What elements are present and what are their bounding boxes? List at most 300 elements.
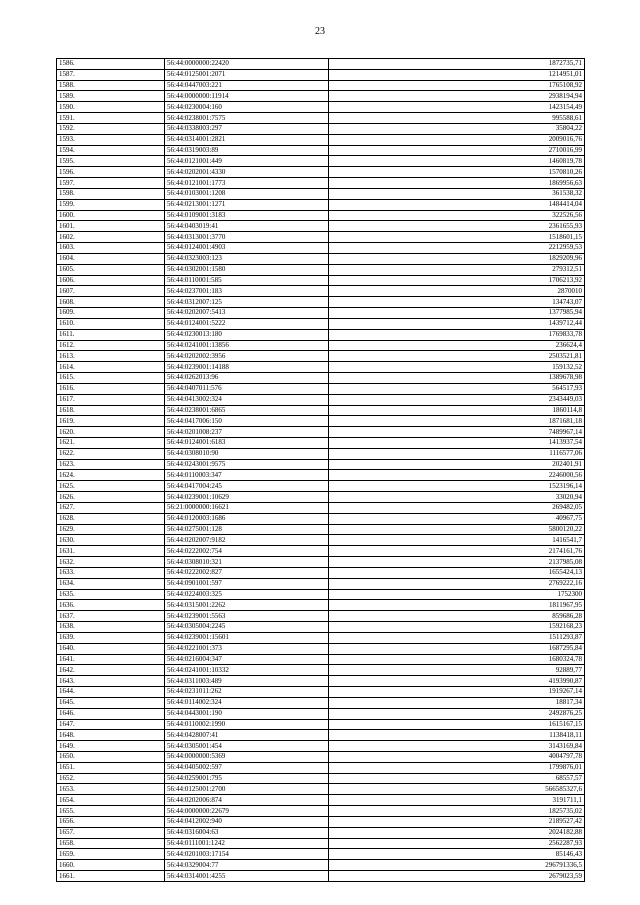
row-number-cell: 1595. <box>57 156 165 167</box>
table-row <box>57 611 585 622</box>
row-number-cell: 1593. <box>57 134 165 145</box>
cadastral-number-cell: 56:44:0338003:297 <box>165 123 329 134</box>
table-row <box>57 308 585 319</box>
row-number-cell: 1618. <box>57 405 165 416</box>
table-row <box>57 784 585 795</box>
cadastral-number-cell: 56:44:0308010:321 <box>165 557 329 568</box>
table-row <box>57 253 585 264</box>
value-cell: 2212959,53 <box>329 243 585 254</box>
table-row <box>57 362 585 373</box>
row-number-cell: 1612. <box>57 340 165 351</box>
cadastral-number-cell: 56:44:0319003:89 <box>165 145 329 156</box>
value-cell: 2361655,93 <box>329 221 585 232</box>
table-row <box>57 502 585 513</box>
value-cell: 1518601,15 <box>329 232 585 243</box>
row-number-cell: 1616. <box>57 383 165 394</box>
table-row <box>57 535 585 546</box>
cadastral-number-cell: 56:44:0407011:576 <box>165 383 329 394</box>
row-number-cell: 1617. <box>57 394 165 405</box>
table-row <box>57 481 585 492</box>
cadastral-number-cell: 56:44:0403019:41 <box>165 221 329 232</box>
cadastral-number-cell: 56:44:0222002:754 <box>165 546 329 557</box>
value-cell: 322526,56 <box>329 210 585 221</box>
value-cell: 564517,93 <box>329 383 585 394</box>
value-cell: 2009016,76 <box>329 134 585 145</box>
cadastral-number-cell: 56:44:0222002:827 <box>165 567 329 578</box>
value-cell: 85146,43 <box>329 849 585 860</box>
table-row <box>57 59 585 70</box>
cadastral-number-cell: 56:44:0239001:15601 <box>165 632 329 643</box>
table-row <box>57 188 585 199</box>
value-cell: 361538,32 <box>329 188 585 199</box>
row-number-cell: 1640. <box>57 643 165 654</box>
row-number-cell: 1624. <box>57 470 165 481</box>
table-row <box>57 632 585 643</box>
value-cell: 202401,91 <box>329 459 585 470</box>
table-row <box>57 102 585 113</box>
row-number-cell: 1639. <box>57 632 165 643</box>
table-row <box>57 827 585 838</box>
table-row <box>57 806 585 817</box>
row-number-cell: 1635. <box>57 589 165 600</box>
cadastral-number-cell: 56:44:0216004:347 <box>165 654 329 665</box>
table-row <box>57 167 585 178</box>
row-number-cell: 1646. <box>57 708 165 719</box>
value-cell: 1460819,78 <box>329 156 585 167</box>
cadastral-number-cell: 56:44:0202006:874 <box>165 795 329 806</box>
cadastral-number-cell: 56:44:0110002:1990 <box>165 719 329 730</box>
table-row <box>57 730 585 741</box>
row-number-cell: 1651. <box>57 762 165 773</box>
row-number-cell: 1638. <box>57 622 165 633</box>
value-cell: 1825735,02 <box>329 806 585 817</box>
row-number-cell: 1587. <box>57 69 165 80</box>
row-number-cell: 1613. <box>57 351 165 362</box>
row-number-cell: 1629. <box>57 524 165 535</box>
row-number-cell: 1586. <box>57 59 165 70</box>
cadastral-number-cell: 56:44:0305001:454 <box>165 741 329 752</box>
row-number-cell: 1628. <box>57 513 165 524</box>
cadastral-number-cell: 56:44:0000000:22420 <box>165 59 329 70</box>
row-number-cell: 1659. <box>57 849 165 860</box>
table-row <box>57 80 585 91</box>
table-row <box>57 394 585 405</box>
row-number-cell: 1634. <box>57 578 165 589</box>
cadastral-number-cell: 56:44:0323003:123 <box>165 253 329 264</box>
cadastral-number-cell: 56:44:0447003:221 <box>165 80 329 91</box>
value-cell: 4193990,87 <box>329 676 585 687</box>
row-number-cell: 1607. <box>57 286 165 297</box>
value-cell: 1416541,7 <box>329 535 585 546</box>
table-row <box>57 297 585 308</box>
table-row <box>57 557 585 568</box>
cadastral-number-cell: 56:44:0000000:11914 <box>165 91 329 102</box>
cadastral-number-cell: 56:44:0239001:14188 <box>165 362 329 373</box>
value-cell: 1860114,8 <box>329 405 585 416</box>
value-cell: 1769833,78 <box>329 329 585 340</box>
row-number-cell: 1632. <box>57 557 165 568</box>
cadastral-number-cell: 56:44:0125001:2700 <box>165 784 329 795</box>
cadastral-number-cell: 56:44:0443001:190 <box>165 708 329 719</box>
table-row <box>57 654 585 665</box>
cadastral-number-cell: 56:21:0000000:16621 <box>165 502 329 513</box>
row-number-cell: 1650. <box>57 752 165 763</box>
value-cell: 1655424,13 <box>329 567 585 578</box>
table-row <box>57 676 585 687</box>
value-cell: 2938194,94 <box>329 91 585 102</box>
row-number-cell: 1615. <box>57 373 165 384</box>
table-row <box>57 318 585 329</box>
value-cell: 1706213,92 <box>329 275 585 286</box>
value-cell: 2189527,42 <box>329 816 585 827</box>
row-number-cell: 1610. <box>57 318 165 329</box>
value-cell: 296791336,5 <box>329 860 585 871</box>
row-number-cell: 1592. <box>57 123 165 134</box>
row-number-cell: 1627. <box>57 502 165 513</box>
table-row <box>57 816 585 827</box>
row-number-cell: 1594. <box>57 145 165 156</box>
cadastral-number-cell: 56:44:0125001:2071 <box>165 69 329 80</box>
row-number-cell: 1611. <box>57 329 165 340</box>
table-row <box>57 762 585 773</box>
value-cell: 1389678,98 <box>329 373 585 384</box>
value-cell: 859686,28 <box>329 611 585 622</box>
value-cell: 1811967,95 <box>329 600 585 611</box>
cadastral-number-cell: 56:44:0103001:1208 <box>165 188 329 199</box>
value-cell: 159132,52 <box>329 362 585 373</box>
value-cell: 566585327,6 <box>329 784 585 795</box>
value-cell: 995588,61 <box>329 113 585 124</box>
row-number-cell: 1630. <box>57 535 165 546</box>
table-row <box>57 373 585 384</box>
table-row <box>57 773 585 784</box>
value-cell: 4004797,78 <box>329 752 585 763</box>
table-row <box>57 795 585 806</box>
cadastral-number-cell: 56:44:0202001:4330 <box>165 167 329 178</box>
row-number-cell: 1655. <box>57 806 165 817</box>
row-number-cell: 1654. <box>57 795 165 806</box>
cadastral-number-cell: 56:44:0124001:4903 <box>165 243 329 254</box>
value-cell: 1680324,78 <box>329 654 585 665</box>
cadastral-number-cell: 56:44:0412002:940 <box>165 816 329 827</box>
value-cell: 1871681,18 <box>329 416 585 427</box>
row-number-cell: 1653. <box>57 784 165 795</box>
cadastral-number-cell: 56:44:0201003:17154 <box>165 849 329 860</box>
value-cell: 2174161,76 <box>329 546 585 557</box>
row-number-cell: 1602. <box>57 232 165 243</box>
registry-table <box>56 58 585 882</box>
cadastral-number-cell: 56:44:0329004:77 <box>165 860 329 871</box>
cadastral-number-cell: 56:44:0111001:1242 <box>165 838 329 849</box>
row-number-cell: 1619. <box>57 416 165 427</box>
table-row <box>57 275 585 286</box>
row-number-cell: 1623. <box>57 459 165 470</box>
value-cell: 2024182,88 <box>329 827 585 838</box>
cadastral-number-cell: 56:44:0221001:373 <box>165 643 329 654</box>
cadastral-number-cell: 56:44:0417004:245 <box>165 481 329 492</box>
value-cell: 2870010 <box>329 286 585 297</box>
table-row <box>57 340 585 351</box>
row-number-cell: 1622. <box>57 448 165 459</box>
row-number-cell: 1636. <box>57 600 165 611</box>
table-row <box>57 860 585 871</box>
row-number-cell: 1657. <box>57 827 165 838</box>
cadastral-number-cell: 56:44:0262013:96 <box>165 373 329 384</box>
table-row <box>57 643 585 654</box>
cadastral-number-cell: 56:44:0120003:1686 <box>165 513 329 524</box>
value-cell: 33020,94 <box>329 492 585 503</box>
table-row <box>57 232 585 243</box>
value-cell: 1523196,14 <box>329 481 585 492</box>
row-number-cell: 1608. <box>57 297 165 308</box>
cadastral-number-cell: 56:44:0275001:128 <box>165 524 329 535</box>
table-row <box>57 69 585 80</box>
table-row <box>57 567 585 578</box>
value-cell: 92889,77 <box>329 665 585 676</box>
row-number-cell: 1596. <box>57 167 165 178</box>
cadastral-number-cell: 56:44:0311003:489 <box>165 676 329 687</box>
row-number-cell: 1645. <box>57 697 165 708</box>
table-row <box>57 178 585 189</box>
table-row <box>57 697 585 708</box>
value-cell: 1423154,49 <box>329 102 585 113</box>
table-row <box>57 459 585 470</box>
row-number-cell: 1631. <box>57 546 165 557</box>
table-row <box>57 546 585 557</box>
row-number-cell: 1626. <box>57 492 165 503</box>
value-cell: 134743,07 <box>329 297 585 308</box>
row-number-cell: 1621. <box>57 437 165 448</box>
row-number-cell: 1647. <box>57 719 165 730</box>
value-cell: 2710016,99 <box>329 145 585 156</box>
value-cell: 1570810,26 <box>329 167 585 178</box>
table-row <box>57 622 585 633</box>
table-row <box>57 513 585 524</box>
cadastral-number-cell: 56:44:0302001:1580 <box>165 264 329 275</box>
cadastral-number-cell: 56:44:0109001:3183 <box>165 210 329 221</box>
value-cell: 1869956,63 <box>329 178 585 189</box>
table-row <box>57 145 585 156</box>
row-number-cell: 1642. <box>57 665 165 676</box>
table-row <box>57 492 585 503</box>
table-row <box>57 589 585 600</box>
value-cell: 1829209,96 <box>329 253 585 264</box>
value-cell: 68557,57 <box>329 773 585 784</box>
page-number: 23 <box>315 26 325 37</box>
row-number-cell: 1609. <box>57 308 165 319</box>
value-cell: 2769222,16 <box>329 578 585 589</box>
cadastral-number-cell: 56:44:0315001:2262 <box>165 600 329 611</box>
value-cell: 2343449,03 <box>329 394 585 405</box>
row-number-cell: 1598. <box>57 188 165 199</box>
value-cell: 1592168,23 <box>329 622 585 633</box>
value-cell: 1872735,71 <box>329 59 585 70</box>
value-cell: 1214951,01 <box>329 69 585 80</box>
row-number-cell: 1643. <box>57 676 165 687</box>
row-number-cell: 1648. <box>57 730 165 741</box>
table-row <box>57 708 585 719</box>
table-row <box>57 113 585 124</box>
value-cell: 7489967,14 <box>329 427 585 438</box>
table-row <box>57 600 585 611</box>
value-cell: 1413937,54 <box>329 437 585 448</box>
value-cell: 1138418,11 <box>329 730 585 741</box>
registry-table-body <box>57 59 585 882</box>
cadastral-number-cell: 56:44:0231011:262 <box>165 687 329 698</box>
cadastral-number-cell: 56:44:0428007:41 <box>165 730 329 741</box>
value-cell: 2137985,08 <box>329 557 585 568</box>
table-row <box>57 351 585 362</box>
table-row <box>57 264 585 275</box>
value-cell: 2503521,81 <box>329 351 585 362</box>
row-number-cell: 1601. <box>57 221 165 232</box>
cadastral-number-cell: 56:44:0000000:22679 <box>165 806 329 817</box>
cadastral-number-cell: 56:44:0237001:183 <box>165 286 329 297</box>
row-number-cell: 1599. <box>57 199 165 210</box>
row-number-cell: 1649. <box>57 741 165 752</box>
row-number-cell: 1652. <box>57 773 165 784</box>
cadastral-number-cell: 56:44:0230013:180 <box>165 329 329 340</box>
table-row <box>57 578 585 589</box>
value-cell: 1439712,44 <box>329 318 585 329</box>
value-cell: 2246000,56 <box>329 470 585 481</box>
table-row <box>57 329 585 340</box>
value-cell: 1752300 <box>329 589 585 600</box>
value-cell: 269482,05 <box>329 502 585 513</box>
row-number-cell: 1597. <box>57 178 165 189</box>
cadastral-number-cell: 56:44:0305004:2245 <box>165 622 329 633</box>
value-cell: 18817,34 <box>329 697 585 708</box>
cadastral-number-cell: 56:44:0241001:10332 <box>165 665 329 676</box>
cadastral-number-cell: 56:44:0238001:6865 <box>165 405 329 416</box>
cadastral-number-cell: 56:44:0316004:63 <box>165 827 329 838</box>
cadastral-number-cell: 56:44:0121001:449 <box>165 156 329 167</box>
table-row <box>57 427 585 438</box>
value-cell: 1116577,06 <box>329 448 585 459</box>
value-cell: 2492876,25 <box>329 708 585 719</box>
cadastral-number-cell: 56:44:0202002:3956 <box>165 351 329 362</box>
table-row <box>57 437 585 448</box>
cadastral-number-cell: 56:44:0230004:160 <box>165 102 329 113</box>
table-row <box>57 448 585 459</box>
table-row <box>57 687 585 698</box>
value-cell: 1484414,04 <box>329 199 585 210</box>
cadastral-number-cell: 56:44:0224003:325 <box>165 589 329 600</box>
row-number-cell: 1625. <box>57 481 165 492</box>
table-row <box>57 741 585 752</box>
cadastral-number-cell: 56:44:0114002:324 <box>165 697 329 708</box>
table-row <box>57 838 585 849</box>
cadastral-number-cell: 56:44:0110003:347 <box>165 470 329 481</box>
cadastral-number-cell: 56:44:0239001:10629 <box>165 492 329 503</box>
value-cell: 3191711,1 <box>329 795 585 806</box>
cadastral-number-cell: 56:44:0239001:5563 <box>165 611 329 622</box>
table-row <box>57 719 585 730</box>
value-cell: 3143169,84 <box>329 741 585 752</box>
value-cell: 236624,4 <box>329 340 585 351</box>
cadastral-number-cell: 56:44:0000000:5369 <box>165 752 329 763</box>
table-row <box>57 134 585 145</box>
value-cell: 279312,51 <box>329 264 585 275</box>
value-cell: 5800120,22 <box>329 524 585 535</box>
value-cell: 35804,22 <box>329 123 585 134</box>
value-cell: 40967,75 <box>329 513 585 524</box>
cadastral-number-cell: 56:44:0901001:597 <box>165 578 329 589</box>
row-number-cell: 1660. <box>57 860 165 871</box>
value-cell: 1615167,15 <box>329 719 585 730</box>
cadastral-number-cell: 56:44:0413002:324 <box>165 394 329 405</box>
table-row <box>57 752 585 763</box>
row-number-cell: 1633. <box>57 567 165 578</box>
table-row <box>57 405 585 416</box>
cadastral-number-cell: 56:44:0405002:597 <box>165 762 329 773</box>
cadastral-number-cell: 56:44:0121001:1773 <box>165 178 329 189</box>
row-number-cell: 1605. <box>57 264 165 275</box>
cadastral-number-cell: 56:44:0124001:5222 <box>165 318 329 329</box>
table-row <box>57 524 585 535</box>
table-row <box>57 665 585 676</box>
table-row <box>57 156 585 167</box>
table-row <box>57 286 585 297</box>
table-row <box>57 123 585 134</box>
cadastral-number-cell: 56:44:0202007:5413 <box>165 308 329 319</box>
value-cell: 1377985,94 <box>329 308 585 319</box>
value-cell: 1687295,84 <box>329 643 585 654</box>
cadastral-number-cell: 56:44:0201008:237 <box>165 427 329 438</box>
cadastral-number-cell: 56:44:0213001:1271 <box>165 199 329 210</box>
row-number-cell: 1591. <box>57 113 165 124</box>
row-number-cell: 1658. <box>57 838 165 849</box>
value-cell: 1799876,01 <box>329 762 585 773</box>
row-number-cell: 1637. <box>57 611 165 622</box>
table-row <box>57 221 585 232</box>
cadastral-number-cell: 56:44:0314001:2821 <box>165 134 329 145</box>
row-number-cell: 1590. <box>57 102 165 113</box>
cadastral-number-cell: 56:44:0243001:9575 <box>165 459 329 470</box>
row-number-cell: 1589. <box>57 91 165 102</box>
cadastral-number-cell: 56:44:0110001:585 <box>165 275 329 286</box>
cadastral-number-cell: 56:44:0259001:795 <box>165 773 329 784</box>
value-cell: 1511293,87 <box>329 632 585 643</box>
table-row <box>57 199 585 210</box>
value-cell: 2679023,59 <box>329 871 585 882</box>
table-row <box>57 871 585 882</box>
row-number-cell: 1656. <box>57 816 165 827</box>
row-number-cell: 1588. <box>57 80 165 91</box>
cadastral-number-cell: 56:44:0314001:4255 <box>165 871 329 882</box>
table-row <box>57 383 585 394</box>
table-row <box>57 416 585 427</box>
table-row <box>57 849 585 860</box>
value-cell: 2562287,93 <box>329 838 585 849</box>
cadastral-number-cell: 56:44:0313001:3770 <box>165 232 329 243</box>
table-row <box>57 470 585 481</box>
table-row <box>57 91 585 102</box>
row-number-cell: 1661. <box>57 871 165 882</box>
cadastral-number-cell: 56:44:0312007:125 <box>165 297 329 308</box>
value-cell: 1919267,14 <box>329 687 585 698</box>
row-number-cell: 1614. <box>57 362 165 373</box>
table-row <box>57 210 585 221</box>
table-row <box>57 243 585 254</box>
cadastral-number-cell: 56:44:0241001:13856 <box>165 340 329 351</box>
row-number-cell: 1600. <box>57 210 165 221</box>
row-number-cell: 1604. <box>57 253 165 264</box>
cadastral-number-cell: 56:44:0417006:150 <box>165 416 329 427</box>
cadastral-number-cell: 56:44:0124001:6183 <box>165 437 329 448</box>
row-number-cell: 1641. <box>57 654 165 665</box>
cadastral-number-cell: 56:44:0202007:9182 <box>165 535 329 546</box>
